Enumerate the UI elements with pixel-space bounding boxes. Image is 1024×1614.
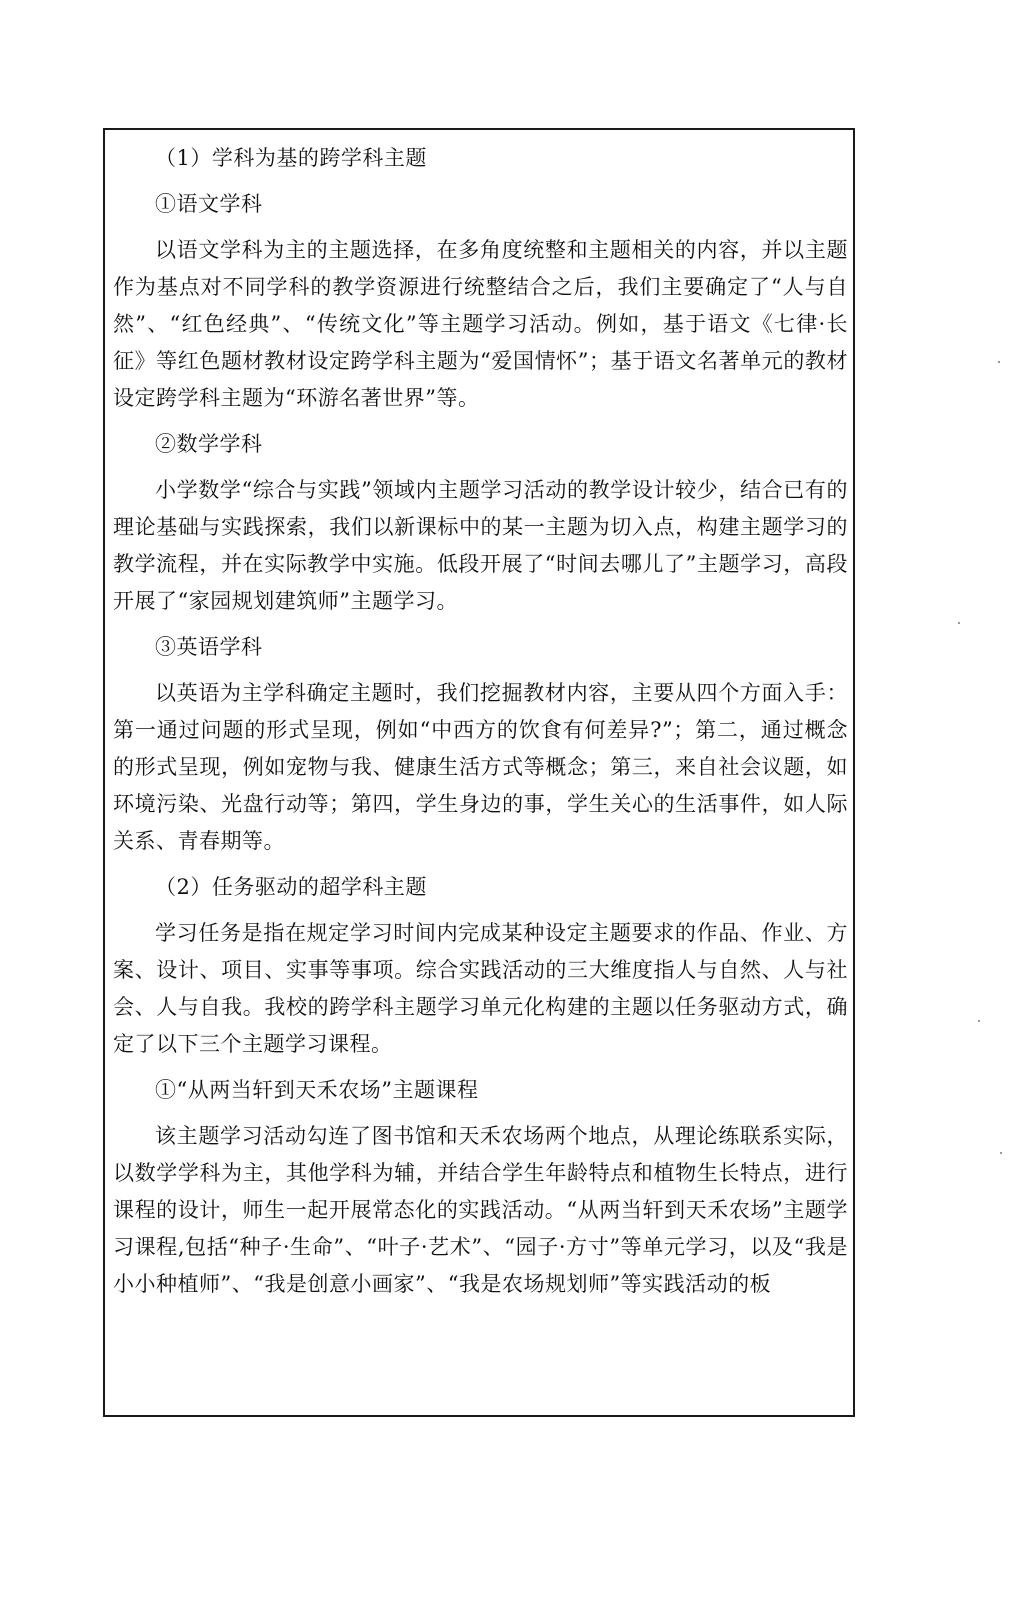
scan-speck — [998, 361, 1000, 363]
scan-speck — [958, 622, 960, 624]
section-heading-1: （1）学科为基的跨学科主题 — [155, 146, 427, 170]
subheading-chinese: ①语文学科 — [155, 192, 263, 216]
section-heading-2: （2）任务驱动的超学科主题 — [155, 875, 427, 899]
paragraph-chinese: 以语文学科为主的主题选择，在多角度统整和主题相关的内容，并以主题作为基点对不同学科的教学资源进行统整结合之后，我们主要确定了“人与自然”、“红色经典”、“传统文化”等主题学习活动。例如，基于语文《七律·长征》等红色题材教材设定跨学科主题为“爱国情怀”；基于语文名著单元的教材设定跨学科主题为“环游名著世界”等。 — [113, 238, 848, 410]
paragraph-farm-course: 该主题学习活动勾连了图书馆和天禾农场两个地点，从理论练联系实际，以数学学科为主，其他学科为辅，并结合学生年龄特点和植物生长特点，进行课程的设计，师生一起开展常态化的实践活动。“从两当轩到天禾农场”主题学习课程,包括“种子·生命”、“叶子·艺术”、“园子·方寸”等单元学习，以及“我是小小种植师”、“我是创意小画家”、“我是农场规划师”等实践活动的板 — [113, 1124, 848, 1296]
scan-speck — [978, 1020, 980, 1022]
subheading-farm-course: ①“从两当轩到天禾农场”主题课程 — [155, 1078, 479, 1102]
paragraph-task-driven: 学习任务是指在规定学习时间内完成某种设定主题要求的作品、作业、方案、设计、项目、实事等事项。综合实践活动的三大维度指人与自然、人与社会、人与自我。我校的跨学科主题学习单元化构建的主题以任务驱动方式，确定了以下三个主题学习课程。 — [113, 921, 848, 1056]
paragraph-math: 小学数学“综合与实践”领域内主题学习活动的教学设计较少，结合已有的理论基础与实践探索，我们以新课标中的某一主题为切入点，构建主题学习的教学流程，并在实际教学中实施。低段开展了“时间去哪儿了”主题学习，高段开展了“家园规划建筑师”主题学习。 — [113, 478, 848, 613]
document-body — [113, 140, 848, 1312]
scan-speck — [1000, 1152, 1002, 1154]
subheading-english: ③英语学科 — [155, 635, 263, 659]
subheading-math: ②数学学科 — [155, 432, 263, 456]
paragraph-english: 以英语为主学科确定主题时，我们挖掘教材内容，主要从四个方面入手：第一通过问题的形式呈现，例如“中西方的饮食有何差异?”；第二，通过概念的形式呈现，例如宠物与我、健康生活方式等概念；第三，来自社会议题，如环境污染、光盘行动等；第四，学生身边的事，学生关心的生活事件，如人际关系、青春期等。 — [113, 681, 848, 853]
